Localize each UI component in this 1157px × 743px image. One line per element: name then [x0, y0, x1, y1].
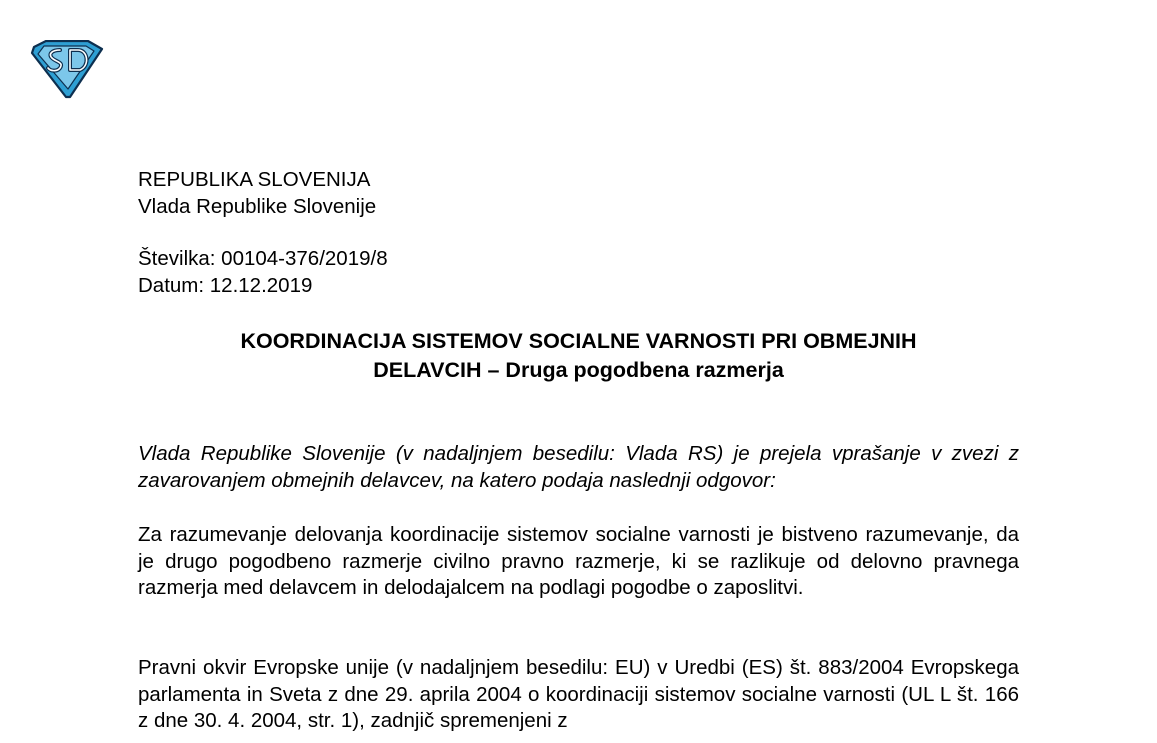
document-number: Številka: 00104-376/2019/8	[138, 247, 388, 270]
header-country: REPUBLIKA SLOVENIJA	[138, 168, 371, 191]
body-paragraph-2: Pravni okvir Evropske unije (v nadaljnjem besedilu: EU) v Uredbi (ES) št. 883/2004 Evropskega parlamenta in Sveta z dne 29. aprila 2004 o koordinaciji sistemov socialne varnosti (UL L št. 166 z dne 30. 4. 2004, str. 1), zadnjič spremenjeni z	[138, 656, 1019, 732]
title-line-2: DELAVCIH – Druga pogodbena razmerja	[373, 358, 784, 382]
document-header	[138, 166, 388, 299]
document-title	[138, 327, 1019, 385]
government-logo-icon	[30, 40, 104, 100]
title-line-1: KOORDINACIJA SISTEMOV SOCIALNE VARNOSTI PRI OBMEJNIH	[240, 329, 917, 353]
header-institution: Vlada Republike Slovenije	[138, 195, 377, 218]
header-spacer	[138, 220, 388, 245]
body-paragraph-1: Za razumevanje delovanja koordinacije sistemov socialne varnosti je bistveno razumevanje, da je drugo pogodbeno razmerje civilno pravno razmerje, ki se razlikuje od delovno pravnega razmerja med delavcem in delodajalcem na podlagi pogodbe o zaposlitvi.	[138, 523, 1019, 599]
intro-paragraph: Vlada Republike Slovenije (v nadaljnjem besedilu: Vlada RS) je prejela vprašanje v zvezi z zavarovanjem obmejnih delavcev, na katero podaja naslednji odgovor:	[138, 442, 1019, 492]
document-date: Datum: 12.12.2019	[138, 274, 313, 297]
